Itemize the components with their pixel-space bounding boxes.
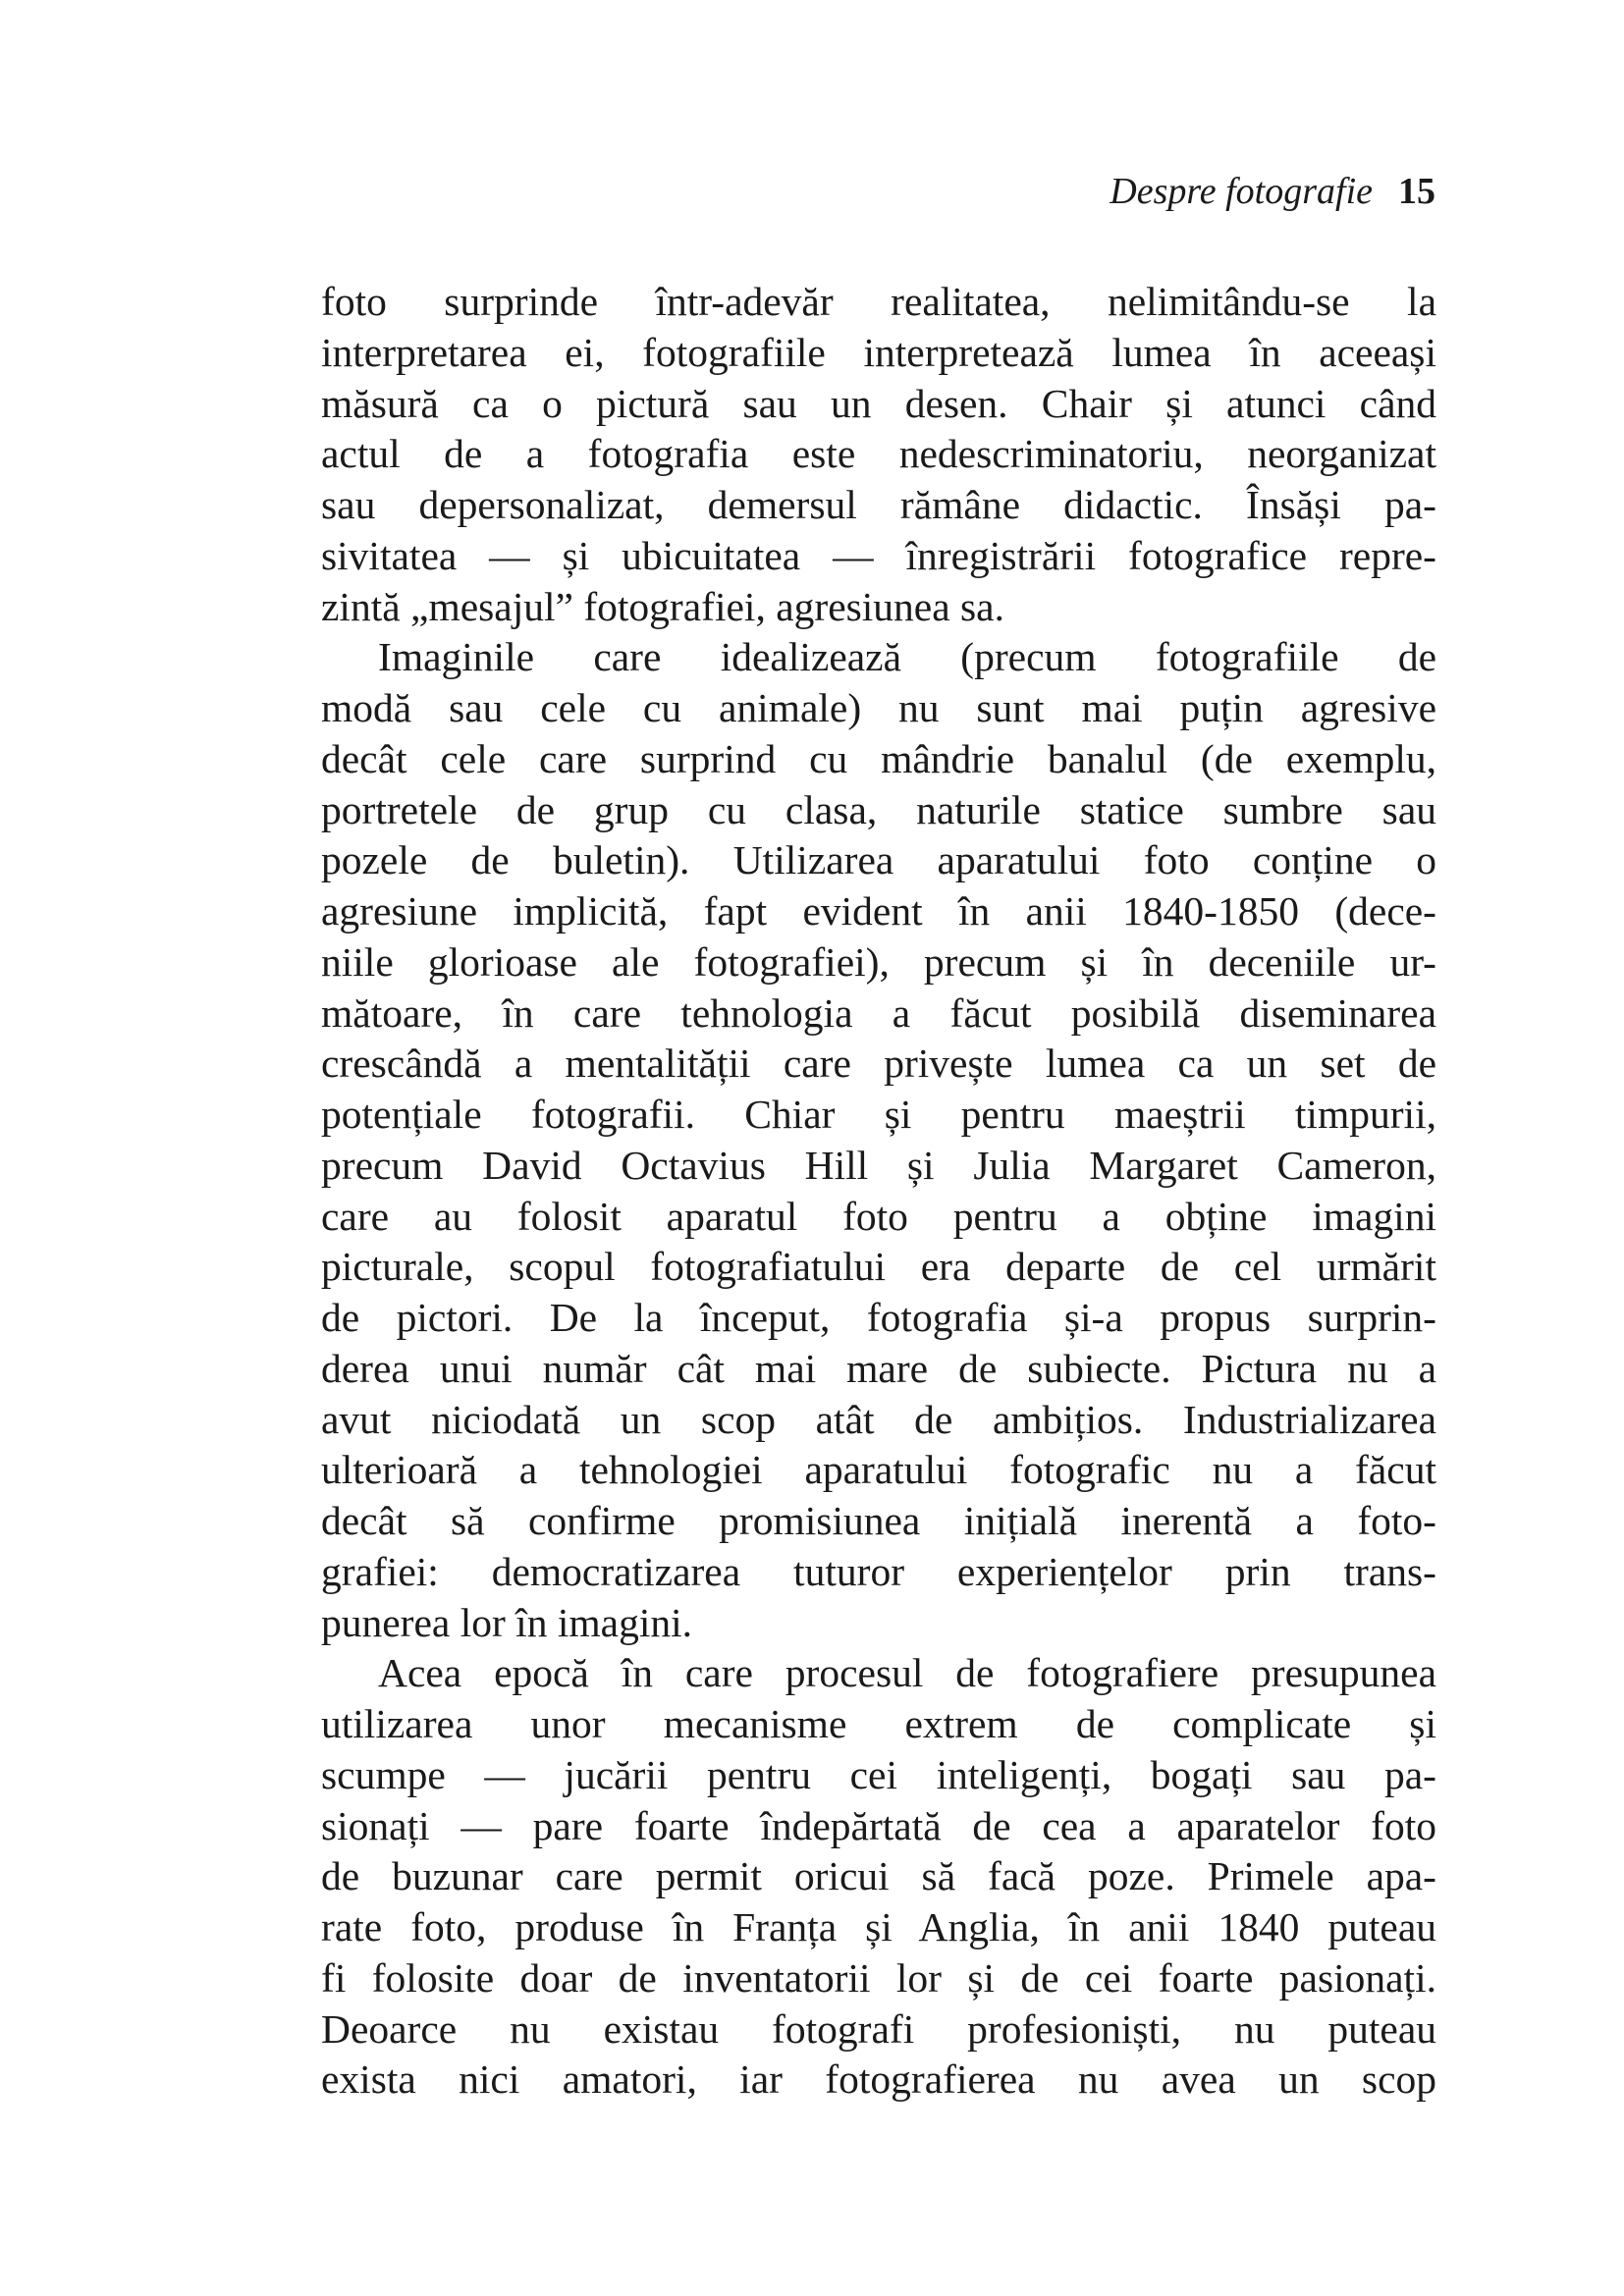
text-line: foto surprinde într-adevăr realitatea, nelimitându-se la — [321, 279, 1436, 324]
text-line: niile glorioase ale fotografiei), precum și în deceniile ur- — [321, 938, 1436, 985]
text-line: decât să confirme promisiunea inițială inerentă a foto- — [321, 1498, 1436, 1543]
text-line: de buzunar care permit oricui să facă poze. Primele apa- — [321, 1853, 1436, 1899]
body-text — [321, 277, 1436, 2106]
page-number: 15 — [1398, 171, 1435, 212]
paragraph — [321, 277, 1436, 632]
text-line: măsură ca o pictură sau un desen. Chair și atunci când — [321, 380, 1436, 426]
text-line: avut niciodată un scop atât de ambițios. Industrializarea — [321, 1396, 1436, 1442]
text-line: de pictori. De la început, fotografia și-a propus surprin- — [321, 1295, 1436, 1340]
text-line: utilizarea unor mecanisme extrem de complicate și — [321, 1701, 1436, 1746]
paragraph — [321, 1648, 1436, 2106]
text-line: crescândă a mentalității care privește lumea ca un set de — [321, 1041, 1436, 1087]
text-line: fi folosite doar de inventatorii lor și de cei foarte pasionați. — [321, 1954, 1436, 2001]
text-line: interpretarea ei, fotografiile interpretează lumea în aceeași — [321, 329, 1436, 375]
running-header — [1110, 173, 1435, 210]
text-line: zintă „mesajul” fotografiei, agresiunea sa. — [321, 583, 1004, 629]
text-line: Deoarce nu existau fotografi profesioniști, nu puteau — [321, 2005, 1436, 2052]
text-line: grafiei: democratizarea tuturor experiențelor prin trans- — [321, 1548, 1436, 1594]
text-line: Acea epocă în care procesul de fotografiere presupunea — [378, 1650, 1436, 1696]
text-line: portretele de grup cu clasa, naturile statice sumbre sau — [321, 786, 1436, 832]
text-line: mătoare, în care tehnologia a făcut posibilă diseminarea — [321, 989, 1436, 1036]
text-line: derea unui număr cât mai mare de subiecte. Pictura nu a — [321, 1345, 1436, 1391]
text-line: pozele de buletin). Utilizarea aparatului foto conține o — [321, 837, 1436, 883]
text-line: actul de a fotografia este nedescriminatoriu, neorganizat — [321, 431, 1436, 477]
text-line: Imaginile care idealizează (precum fotografiile de — [378, 634, 1436, 680]
text-line: punerea lor în imagini. — [321, 1599, 692, 1645]
text-line: decât cele care surprind cu mândrie banalul (de exemplu, — [321, 735, 1436, 781]
text-line: picturale, scopul fotografiatului era departe de cel urmărit — [321, 1244, 1436, 1290]
text-line: ulterioară a tehnologiei aparatului fotografic nu a făcut — [321, 1447, 1436, 1493]
running-title: Despre fotografie — [1110, 171, 1373, 212]
text-line: scumpe — jucării pentru cei inteligenți, bogați sau pa- — [321, 1751, 1436, 1797]
text-line: agresiune implicită, fapt evident în anii 1840-1850 (dece- — [321, 888, 1436, 934]
text-line: rate foto, produse în Franța și Anglia, în anii 1840 puteau — [321, 1904, 1436, 1949]
text-line: precum David Octavius Hill și Julia Margaret Cameron, — [321, 1142, 1436, 1188]
text-line: care au folosit aparatul foto pentru a obține imagini — [321, 1193, 1436, 1239]
text-line: potențiale fotografii. Chiar și pentru maeștrii timpurii, — [321, 1092, 1436, 1137]
text-line: sionați — pare foarte îndepărtată de cea a aparatelor foto — [321, 1802, 1436, 1848]
text-line: exista nici amatori, iar fotografierea nu avea un scop — [321, 2056, 1436, 2103]
text-line: sau depersonalizat, demersul rămâne didactic. Însăși pa- — [321, 482, 1436, 527]
text-line: modă sau cele cu animale) nu sunt mai puțin agresive — [321, 685, 1436, 730]
text-line: sivitatea — și ubicuitatea — înregistrării fotografice repre- — [321, 532, 1436, 578]
paragraph — [321, 632, 1436, 1648]
